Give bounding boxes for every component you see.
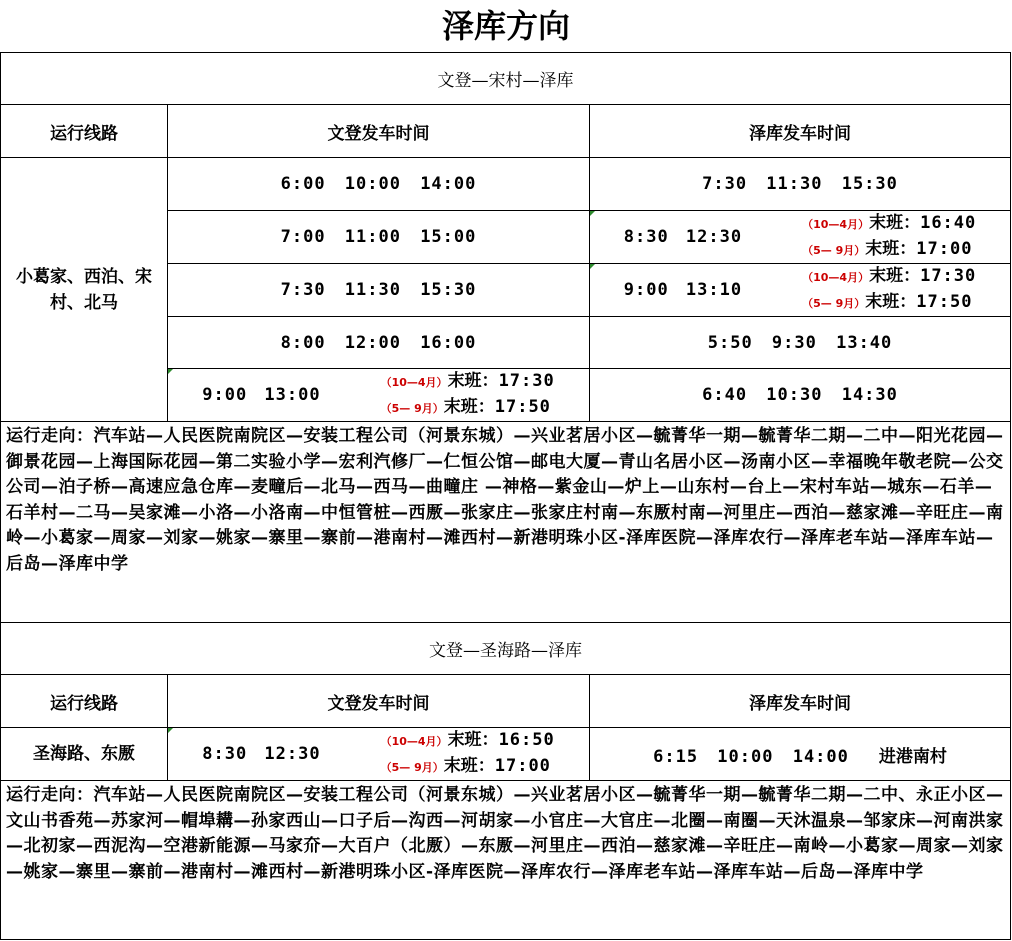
last-bus-label: 末班： [443, 756, 495, 776]
season-label: （5— 9月） [802, 244, 866, 257]
last-bus-time: 16:40 [920, 213, 977, 233]
last-bus-label: 末班： [865, 292, 917, 312]
header-wendeng-departure: 文登发车时间 [168, 675, 590, 728]
last-bus-label: 末班： [869, 266, 921, 286]
season-label: （10—4月） [380, 376, 448, 389]
schedule-table-shenghailu [0, 622, 1011, 940]
cell-marker [590, 264, 595, 269]
wendeng-times-row-5 [168, 369, 590, 422]
last-bus-time: 17:30 [498, 371, 555, 391]
cell-marker [168, 728, 173, 733]
last-bus-info [381, 369, 555, 421]
season-label: （10—4月） [802, 271, 870, 284]
last-bus-label: 末班： [443, 397, 495, 417]
season-label: （5— 9月） [802, 297, 866, 310]
schedule-table-songcun [0, 52, 1011, 623]
cell-marker [168, 369, 173, 374]
last-bus-info [802, 264, 976, 316]
last-bus-label: 末班： [865, 239, 917, 259]
wendeng-times-row-2: 7:00 11:00 15:00 [168, 211, 590, 264]
zeku-times-row-3 [590, 264, 1011, 317]
last-bus-label: 末班： [869, 213, 921, 233]
wendeng-main-times: 8:30 12:30 [202, 744, 321, 764]
season-label: （5— 9月） [380, 402, 444, 415]
route-names: 圣海路、东厫 [1, 728, 168, 781]
zeku-times-row-4: 5:50 9:30 13:40 [590, 317, 1011, 369]
zeku-times-row-5: 6:40 10:30 14:30 [590, 369, 1011, 422]
zeku-destination: 进港南村 [878, 746, 947, 767]
last-bus-info [381, 728, 555, 780]
section-title: 文登—圣海路—泽库 [1, 623, 1011, 675]
last-bus-label: 末班： [447, 730, 499, 750]
header-route: 运行线路 [1, 105, 168, 158]
zeku-main-times: 9:00 13:10 [623, 280, 743, 300]
wendeng-times [168, 728, 590, 781]
zeku-times-row-2 [590, 211, 1011, 264]
last-bus-time: 17:00 [494, 756, 551, 776]
route-direction: 运行走向：汽车站—人民医院南院区—安装工程公司（河景东城）—兴业茗居小区—毓菁华一期—毓菁华二期—二中、永正小区—文山书香苑—苏家河—帽埠耩—孙家西山—口子后—沟西—河胡家—小官庄—大官庄—北圈—南圈—天沐温泉—邹家床—河南洪家—北初家—西泥沟—空港新能源—马家夼—大百户（北厫）—东厫—河里庄—西泊—慈家滩—辛旺庄—南岭—小葛家—周家—刘家—姚家—寨里—寨前—港南村—滩西村—新港明珠小区-泽库医院—泽库农行—泽库老车站—泽库车站—后岛—泽库中学 [1, 781, 1011, 940]
season-label: （10—4月） [380, 735, 448, 748]
zeku-main-times: 8:30 12:30 [623, 227, 743, 247]
last-bus-time: 16:50 [498, 730, 555, 750]
route-names: 小葛家、西泊、宋村、北马 [1, 158, 168, 422]
wendeng-times-row-4: 8:00 12:00 16:00 [168, 317, 590, 369]
zeku-times-row-1: 7:30 11:30 15:30 [590, 158, 1011, 211]
last-bus-time: 17:50 [494, 397, 551, 417]
page-title: 泽库方向 [441, 7, 570, 45]
season-label: （10—4月） [802, 218, 870, 231]
last-bus-time: 17:00 [916, 239, 973, 259]
wendeng-times-row-3: 7:30 11:30 15:30 [168, 264, 590, 317]
header-zeku-departure: 泽库发车时间 [590, 105, 1011, 158]
last-bus-label: 末班： [447, 371, 499, 391]
header-wendeng-departure: 文登发车时间 [168, 105, 590, 158]
zeku-times [590, 728, 1011, 781]
header-zeku-departure: 泽库发车时间 [590, 675, 1011, 728]
last-bus-time: 17:50 [916, 292, 973, 312]
last-bus-info [802, 211, 976, 263]
section-title: 文登—宋村—泽库 [1, 53, 1011, 105]
cell-marker [590, 211, 595, 216]
route-direction: 运行走向：汽车站—人民医院南院区—安装工程公司（河景东城）—兴业茗居小区—毓菁华一期—毓菁华二期—二中—阳光花园—御景花园—上海国际花园—第二实验小学—宏利汽修厂—仁恒公馆—邮电大厦—青山名居小区—汤南小区—幸福晚年敬老院—公交公司—泊子桥—高速应急仓库—麦疃后—北马—西马—曲疃庄 —神格—紫金山—炉上—山东村—台上—宋村车站—城东—石羊—石羊村—二马—吴家滩—小洛—小洛南—中恒管桩—西厫—张家庄—张家庄村南—东厫村南—河里庄—西泊—慈家滩—辛旺庄—南岭—小葛家—周家—刘家—姚家—寨里—寨前—港南村—滩西村—新港明珠小区-泽库医院—泽库农行—泽库老车站—泽库车站—后岛—泽库中学 [1, 422, 1011, 623]
last-bus-time: 17:30 [920, 266, 977, 286]
wendeng-times-row-1: 6:00 10:00 14:00 [168, 158, 590, 211]
season-label: （5— 9月） [380, 761, 444, 774]
header-route: 运行线路 [1, 675, 168, 728]
wendeng-main-times: 9:00 13:00 [202, 385, 321, 405]
zeku-main-times: 6:15 10:00 14:00 [653, 746, 849, 767]
